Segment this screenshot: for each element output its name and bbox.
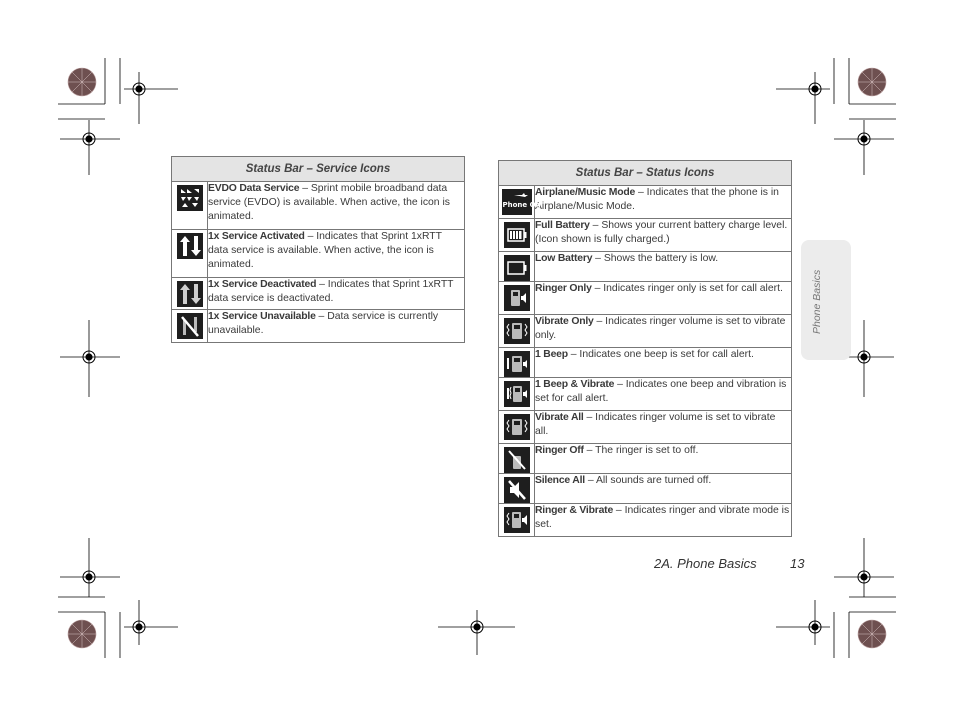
status-icons-table — [498, 160, 792, 537]
ringer-only-icon — [504, 285, 530, 311]
table-row: Silence All – All sounds are turned off. — [499, 474, 792, 504]
table-row: Ringer Off – The ringer is set to off. — [499, 444, 792, 474]
silence-all-icon — [504, 477, 530, 503]
table-row: Full Battery – Shows your current battery charge level. (Icon shown is fully charged.) — [499, 219, 792, 252]
table-row: Ringer Only – Indicates ringer only is set for call alert. — [499, 282, 792, 315]
table-row: EVDO Data Service – Sprint mobile broadband data service (EVDO) is available. When active, the icon is animated. — [172, 182, 465, 230]
table-row: 1x Service Deactivated – Indicates that Sprint 1xRTT data service is deactivated. — [172, 278, 465, 310]
1x-activated-icon — [177, 233, 203, 259]
table-row: Ringer & Vibrate – Indicates ringer and vibrate mode is set. — [499, 504, 792, 537]
section-tab-label: Phone Basics — [811, 269, 823, 334]
table-title: Status Bar – Status Icons — [499, 161, 792, 186]
vibrate-only-icon — [504, 318, 530, 344]
section-tab — [801, 240, 851, 360]
table-row: 1 Beep & Vibrate – Indicates one beep and vibration is set for call alert. — [499, 378, 792, 411]
table-row: 1 Beep – Indicates one beep is set for call alert. — [499, 348, 792, 378]
full-battery-icon — [504, 222, 530, 248]
page-number: 13 — [790, 556, 805, 571]
vibrate-all-icon — [504, 414, 530, 440]
one-beep-icon — [504, 351, 530, 377]
table-title: Status Bar – Service Icons — [172, 157, 465, 182]
table-row: Phone Off Airplane/Music Mode – Indicates that the phone is in Airplane/Music Mode. — [499, 186, 792, 219]
table-row: Vibrate All – Indicates ringer volume is set to vibrate all. — [499, 411, 792, 444]
footer-section-title: 2A. Phone Basics — [654, 556, 757, 571]
1x-deactivated-icon — [177, 281, 203, 307]
table-row: 1x Service Unavailable – Data service is currently unavailable. — [172, 310, 465, 343]
1x-unavailable-icon — [177, 313, 203, 339]
airplane-mode-icon: Phone Off — [502, 189, 532, 215]
one-beep-vibrate-icon — [504, 381, 530, 407]
evdo-icon — [177, 185, 203, 211]
ringer-off-icon — [504, 447, 530, 473]
table-row: Vibrate Only – Indicates ringer volume is set to vibrate only. — [499, 315, 792, 348]
service-icons-table — [171, 156, 465, 343]
table-row: 1x Service Activated – Indicates that Sprint 1xRTT data service is available. When active, the icon is animated. — [172, 230, 465, 278]
ringer-vibrate-icon — [504, 507, 530, 533]
table-row: Low Battery – Shows the battery is low. — [499, 252, 792, 282]
low-battery-icon — [504, 255, 530, 281]
